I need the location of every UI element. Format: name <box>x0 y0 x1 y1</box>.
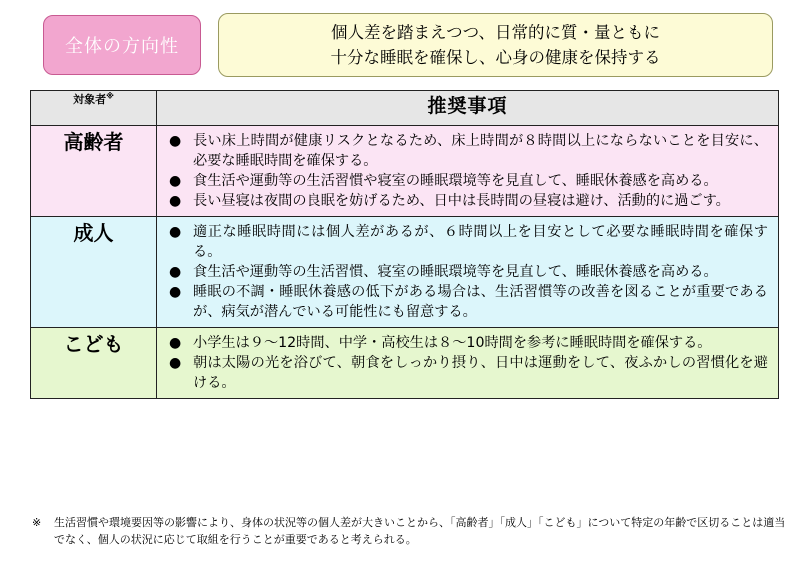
table-row-child <box>31 328 779 399</box>
bullet-icon: ● <box>169 264 182 280</box>
target-elderly: 高齢者 <box>31 126 157 217</box>
recommendations-table <box>30 90 779 399</box>
recs-adult <box>157 217 779 328</box>
table-header-row <box>31 91 779 126</box>
header-target-note-mark: ※ <box>106 91 114 101</box>
bullet-icon: ● <box>169 335 182 351</box>
bullet-icon: ● <box>169 284 182 300</box>
rec-text: 長い床上時間が健康リスクとなるため、床上時間が８時間以上にならないことを目安に、必要な睡眠時間を確保する。 <box>193 133 768 169</box>
header-recommendations: 推奨事項 <box>157 91 779 126</box>
rec-item <box>167 353 768 393</box>
table-row-elderly <box>31 126 779 217</box>
rec-item <box>167 191 768 211</box>
badge-label: 全体の方向性 <box>65 36 179 57</box>
header-target-label: 対象者 <box>73 93 107 106</box>
overall-direction-badge <box>43 15 201 75</box>
rec-item <box>167 333 768 353</box>
table-row-adult <box>31 217 779 328</box>
rec-text: 食生活や運動等の生活習慣や寝室の睡眠環境等を見直して、睡眠休養感を高める。 <box>193 173 718 189</box>
rec-item <box>167 262 768 282</box>
rec-item <box>167 131 768 171</box>
rec-text: 長い昼寝は夜間の良眠を妨げるため、日中は長時間の昼寝は避け、活動的に過ごす。 <box>193 193 730 209</box>
recs-child <box>157 328 779 399</box>
header-target <box>31 91 157 126</box>
rec-text: 食生活や運動等の生活習慣、寝室の睡眠環境等を見直して、睡眠休養感を高める。 <box>193 264 718 280</box>
rec-item <box>167 171 768 191</box>
bullet-icon: ● <box>169 173 182 189</box>
target-child: こども <box>31 328 157 399</box>
rec-text: 小学生は９～12時間、中学・高校生は８～10時間を参考に睡眠時間を確保する。 <box>193 335 712 351</box>
bullet-icon: ● <box>169 133 182 149</box>
recs-elderly <box>157 126 779 217</box>
bullet-icon: ● <box>169 224 182 240</box>
overall-direction-box <box>218 13 773 77</box>
rec-text: 睡眠の不調・睡眠休養感の低下がある場合は、生活習慣等の改善を図ることが重要であるが、病気が潜んでいる可能性にも留意する。 <box>193 284 768 320</box>
bullet-icon: ● <box>169 193 182 209</box>
footnote <box>32 514 792 548</box>
rec-text: 適正な睡眠時間には個人差があるが、６時間以上を目安として必要な睡眠時間を確保する。 <box>193 224 768 260</box>
direction-line-2: 十分な睡眠を確保し、心身の健康を保持する <box>330 48 661 67</box>
bullet-icon: ● <box>169 355 182 371</box>
target-adult: 成人 <box>31 217 157 328</box>
rec-text: 朝は太陽の光を浴びて、朝食をしっかり摂り、日中は運動をして、夜ふかしの習慣化を避ける。 <box>193 355 768 391</box>
footnote-mark: ※ <box>32 516 42 529</box>
rec-item <box>167 282 768 322</box>
direction-line-1: 個人差を踏まえつつ、日常的に質・量ともに <box>330 23 660 42</box>
rec-item <box>167 222 768 262</box>
footnote-text: 生活習慣や環境要因等の影響により、身体の状況等の個人差が大きいことから、「高齢者」「成人」「こども」について特定の年齢で区切ることは適当でなく、個人の状況に応じて取組を行うことが重要であると考えられる。 <box>54 516 786 546</box>
